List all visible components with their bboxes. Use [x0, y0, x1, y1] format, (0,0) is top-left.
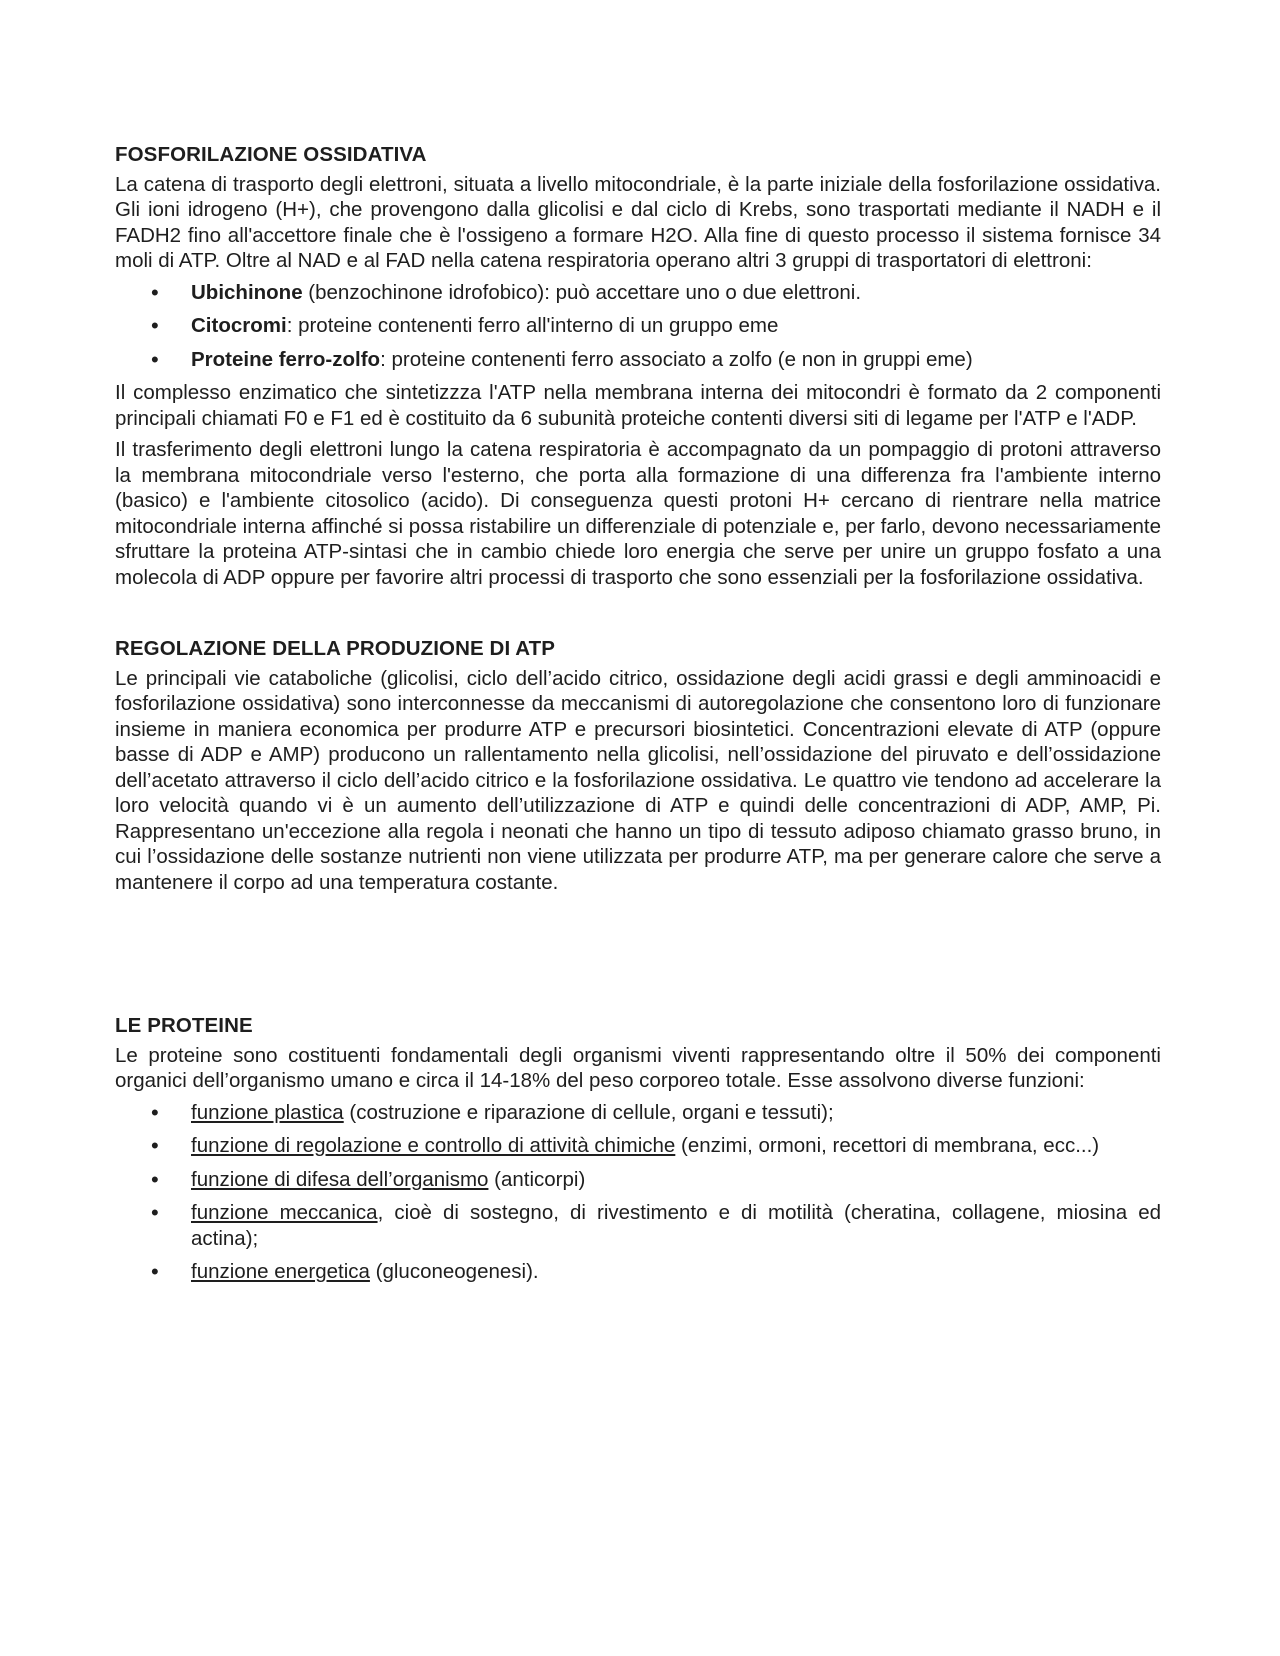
section-title-proteine: LE PROTEINE	[115, 1014, 253, 1037]
list-item: • funzione plastica (costruzione e riparazione di cellule, organi e tessuti);	[115, 1100, 1161, 1126]
section-title-fosforilazione: FOSFORILAZIONE OSSIDATIVA	[115, 143, 427, 166]
paragraph-vie-cataboliche: Le principali vie cataboliche (glicolisi, ciclo dell’acido citrico, ossidazione degli acidi grassi e degli amminoacidi e fosforilazione ossidativa) sono interconnesse da meccanismi di autoregolazione che consentono loro di funzionare insieme in maniera economica per produrre ATP e precursori biosintetici. Concentrazioni elevate di ATP (oppure basse di ADP e AMP) producono un rallentamento nella glicolisi, nell’ossidazione del piruvato e dell’ossidazione dell’acetato attraverso il ciclo dell’acido citrico e la fosforilazione ossidativa. Le quattro vie tendono ad accelerare la loro velocità quando vi è un aumento dell’utilizzazione di ATP e quindi delle concentrazioni di ADP, AMP, Pi. Rappresentano un'eccezione alla regola i neonati che hanno un tipo di tessuto adiposo chiamato grasso bruno, in cui l’ossidazione delle sostanze nutrienti non viene utilizzata per produrre ATP, ma per generare calore che serve a mantenere il corpo ad una temperatura costante.	[115, 666, 1161, 894]
list-item: • Proteine ferro-zolfo: proteine contenenti ferro associato a zolfo (e non in gruppi eme)	[115, 347, 1161, 373]
document-page	[115, 142, 1161, 1293]
list-item: • funzione di difesa dell’organismo (anticorpi)	[115, 1167, 1161, 1193]
list-item: • funzione di regolazione e controllo di attività chimiche (enzimi, ormoni, recettori di membrana, ecc...)	[115, 1133, 1161, 1159]
bullet-list-trasportatori	[115, 280, 1161, 373]
list-item: • Citocromi: proteine contenenti ferro all'interno di un gruppo eme	[115, 313, 1161, 339]
paragraph-catena-trasporto: La catena di trasporto degli elettroni, situata a livello mitocondriale, è la parte iniziale della fosforilazione ossidativa. Gli ioni idrogeno (H+), che provengono dalla glicolisi e dal ciclo di Krebs, sono trasportati mediante il NADH e il FADH2 fino all'accettore finale che è l'ossigeno a formare H2O. Alla fine di questo processo il sistema fornisce 34 moli di ATP. Oltre al NAD e al FAD nella catena respiratoria operano altri 3 gruppi di trasportatori di elettroni:	[115, 172, 1161, 272]
list-item: • funzione energetica (gluconeogenesi).	[115, 1259, 1161, 1285]
list-item: • Ubichinone (benzochinone idrofobico): può accettare uno o due elettroni.	[115, 280, 1161, 306]
paragraph-trasferimento-elettroni: Il trasferimento degli elettroni lungo la catena respiratoria è accompagnato da un pompaggio di protoni attraverso la membrana mitocondriale verso l'esterno, che porta alla formazione di una differenza fra l'ambiente interno (basico) e l'ambiente citosolico (acido). Di conseguenza questi protoni H+ cercano di rientrare nella matrice mitocondriale interna affinché si possa ristabilire un differenziale di potenziale e, per farlo, devono necessariamente sfruttare la proteina ATP-sintasi che in cambio chiede loro energia che serve per unire un gruppo fosfato a una molecola di ADP oppure per favorire altri processi di trasporto che sono essenziali per la fosforilazione ossidativa.	[115, 438, 1161, 589]
bullet-list-funzioni	[115, 1100, 1161, 1285]
paragraph-proteine-intro: Le proteine sono costituenti fondamentali degli organismi viventi rappresentando oltre il 50% dei componenti organici dell’organismo umano e circa il 14-18% del peso corporeo totale. Esse assolvono diverse funzioni:	[115, 1043, 1161, 1092]
list-item: • funzione meccanica, cioè di sostegno, di rivestimento e di motilità (cheratina, collagene, miosina ed actina);	[115, 1200, 1161, 1251]
section-title-regolazione: REGOLAZIONE DELLA PRODUZIONE DI ATP	[115, 637, 556, 660]
paragraph-complesso-enzimatico: Il complesso enzimatico che sintetizzza l'ATP nella membrana interna dei mitocondri è formato da 2 componenti principali chiamati F0 e F1 ed è costituito da 6 subunità proteiche contenti diversi siti di legame per l'ATP e l'ADP.	[115, 381, 1161, 430]
